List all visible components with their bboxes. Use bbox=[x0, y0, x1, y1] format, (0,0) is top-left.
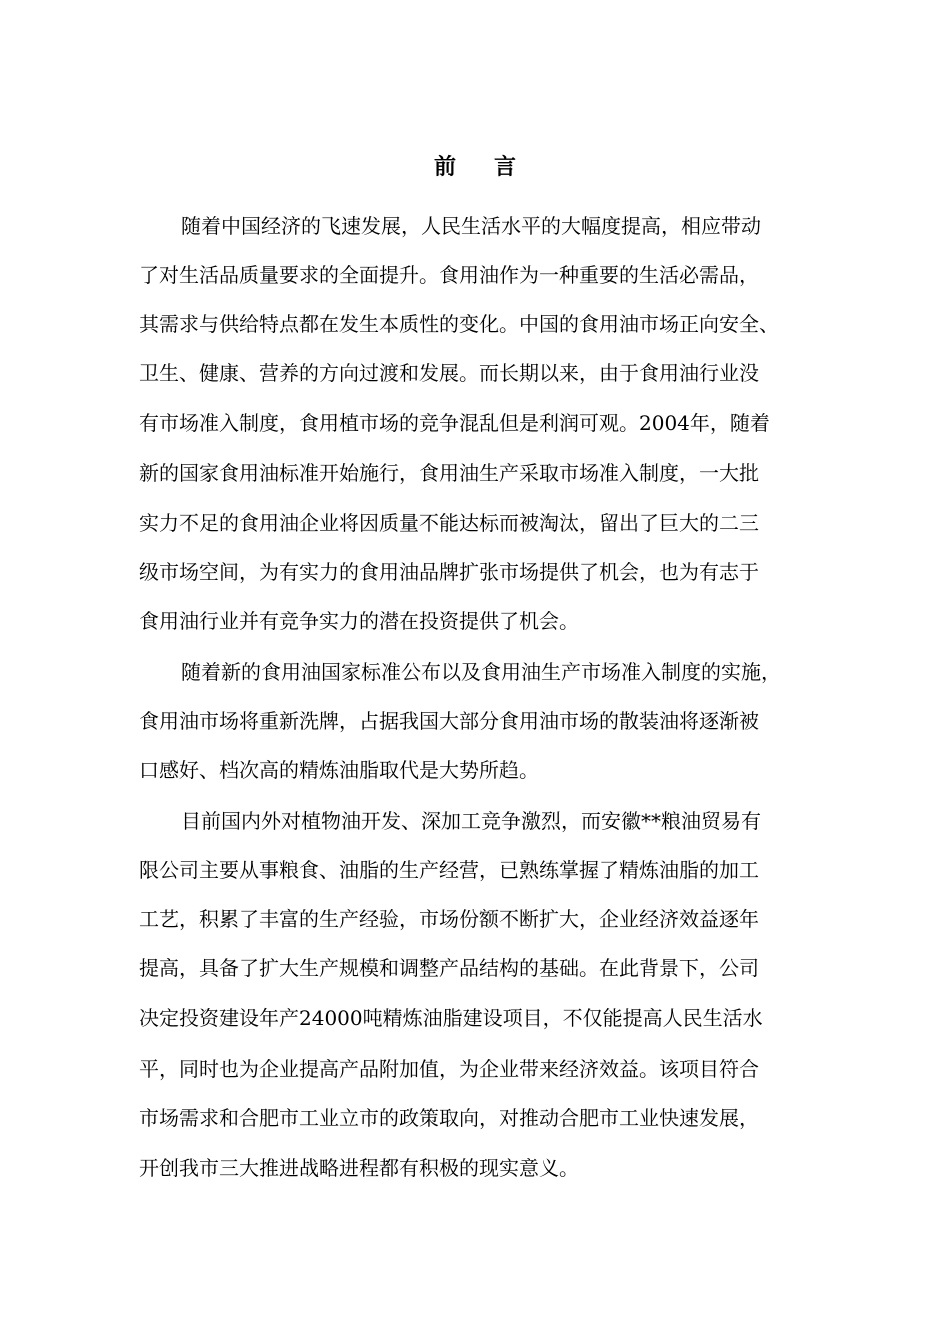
paragraph-1-line-3: 其需求与供给特点都在发生本质性的变化。中国的食用油市场正向安全、 bbox=[139, 312, 779, 336]
paragraph-3-line-8: 开创我市三大推进战略进程都有积极的现实意义。 bbox=[139, 1156, 579, 1180]
paragraph-3-line-6: 平，同时也为企业提高产品附加值，为企业带来经济效益。该项目符合 bbox=[139, 1057, 759, 1081]
paragraph-1-line-9: 食用油行业并有竞争实力的潜在投资提供了机会。 bbox=[139, 609, 579, 633]
page-title: 前言 bbox=[433, 154, 554, 180]
paragraph-3-line-7: 市场需求和合肥市工业立市的政策取向，对推动合肥市工业快速发展， bbox=[139, 1106, 759, 1130]
paragraph-3-line-3: 工艺，积累了丰富的生产经验，市场份额不断扩大，企业经济效益逐年 bbox=[139, 907, 759, 931]
paragraph-1-line-5: 有市场准入制度，食用植市场的竞争混乱但是利润可观。2004年，随着 bbox=[139, 411, 770, 435]
paragraph-2-line-2: 食用油市场将重新洗牌，占据我国大部分食用油市场的散装油将逐渐被 bbox=[139, 709, 759, 733]
paragraph-1-line-8: 级市场空间，为有实力的食用油品牌扩张市场提供了机会，也为有志于 bbox=[139, 560, 759, 584]
paragraph-3-line-1: 目前国内外对植物油开发、深加工竞争激烈，而安徽**粮油贸易有 bbox=[181, 809, 761, 833]
paragraph-3-line-5: 决定投资建设年产24000吨精炼油脂建设项目，不仅能提高人民生活水 bbox=[139, 1006, 763, 1030]
paragraph-3-line-2: 限公司主要从事粮食、油脂的生产经营，已熟练掌握了精炼油脂的加工 bbox=[139, 858, 759, 882]
paragraph-2-line-1: 随着新的食用油国家标准公布以及食用油生产市场准入制度的实施， bbox=[181, 660, 781, 684]
paragraph-1-line-6: 新的国家食用油标准开始施行，食用油生产采取市场准入制度，一大批 bbox=[139, 461, 759, 485]
paragraph-1-line-7: 实力不足的食用油企业将因质量不能达标而被淘汰，留出了巨大的二三 bbox=[139, 511, 759, 535]
paragraph-1-line-2: 了对生活品质量要求的全面提升。食用油作为一种重要的生活必需品， bbox=[139, 263, 759, 287]
paragraph-2-line-3: 口感好、档次高的精炼油脂取代是大势所趋。 bbox=[139, 758, 539, 782]
paragraph-1-line-4: 卫生、健康、营养的方向过渡和发展。而长期以来，由于食用油行业没 bbox=[139, 361, 759, 385]
paragraph-3-line-4: 提高，具备了扩大生产规模和调整产品结构的基础。在此背景下，公司 bbox=[139, 956, 759, 980]
paragraph-1-line-1: 随着中国经济的飞速发展，人民生活水平的大幅度提高，相应带动 bbox=[181, 214, 761, 238]
